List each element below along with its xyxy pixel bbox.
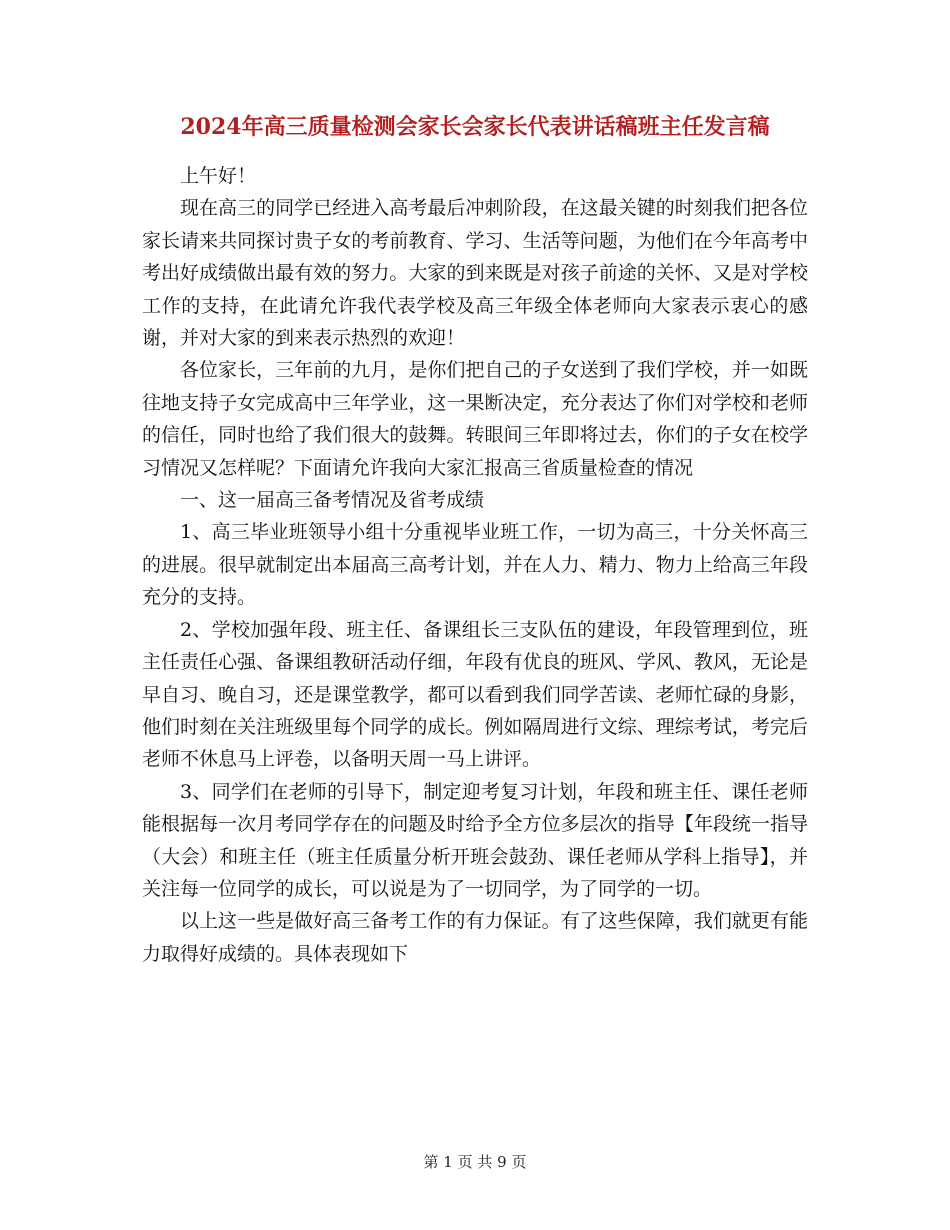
paragraph-intro: 现在高三的同学已经进入高考最后冲刺阶段，在这最关键的时刻我们把各位家长请来共同探讨贵子女的考前教育、学习、生活等问题，为他们在今年高考中考出好成绩做出最有效的努力。大家的到来既是对孩子前途的关怀、又是对学校工作的支持，在此请允许我代表学校及高三年级全体老师向大家表示衷心的感谢，并对大家的到来表示热烈的欢迎！ <box>142 197 808 350</box>
paragraph-item-1: 1、高三毕业班领导小组十分重视毕业班工作，一切为高三，十分关怀高三的进展。很早就制定出本届高三高考计划，并在人力、精力、物力上给高三年段充分的支持。 <box>142 521 808 609</box>
paragraph-parents: 各位家长，三年前的九月，是你们把自己的子女送到了我们学校，并一如既往地支持子女完成高中三年学业，这一果断决定，充分表达了你们对学校和老师的信任，同时也给了我们很大的鼓舞。转眼间三年即将过去，你们的子女在校学习情况又怎样呢？下面请允许我向大家汇报高三省质量检查的情况 <box>142 359 808 479</box>
paragraph-item-3: 3、同学们在老师的引导下，制定迎考复习计划，年段和班主任、课任老师能根据每一次月考同学存在的问题及时给予全方位多层次的指导【年段统一指导（大会）和班主任（班主任质量分析开班会鼓劲、课任老师从学科上指导】，并关注每一位同学的成长，可以说是为了一切同学，为了同学的一切。 <box>142 780 808 900</box>
document-title: 2024年高三质量检测会家长会家长代表讲话稿班主任发言稿 <box>180 114 770 140</box>
paragraph-item-2: 2、学校加强年段、班主任、备课组长三支队伍的建设，年段管理到位，班主任责任心强、备课组教研活动仔细，年段有优良的班风、学风、教风，无论是早自习、晚自习，还是课堂教学，都可以看到我们同学苦读、老师忙碌的身影，他们时刻在关注班级里每个同学的成长。例如隔周进行文综、理综考试，考完后老师不休息马上评卷，以备明天周一马上讲评。 <box>142 618 808 771</box>
document-body <box>142 160 808 970</box>
page-number-footer: 第 1 页 共 9 页 <box>423 1153 527 1171</box>
paragraph-greeting: 上午好！ <box>180 165 257 187</box>
section-heading-1: 一、这一届高三备考情况及省考成绩 <box>180 489 485 512</box>
paragraph-summary: 以上这一些是做好高三备考工作的有力保证。有了这些保障，我们就更有能力取得好成绩的。具体表现如下 <box>142 910 808 965</box>
